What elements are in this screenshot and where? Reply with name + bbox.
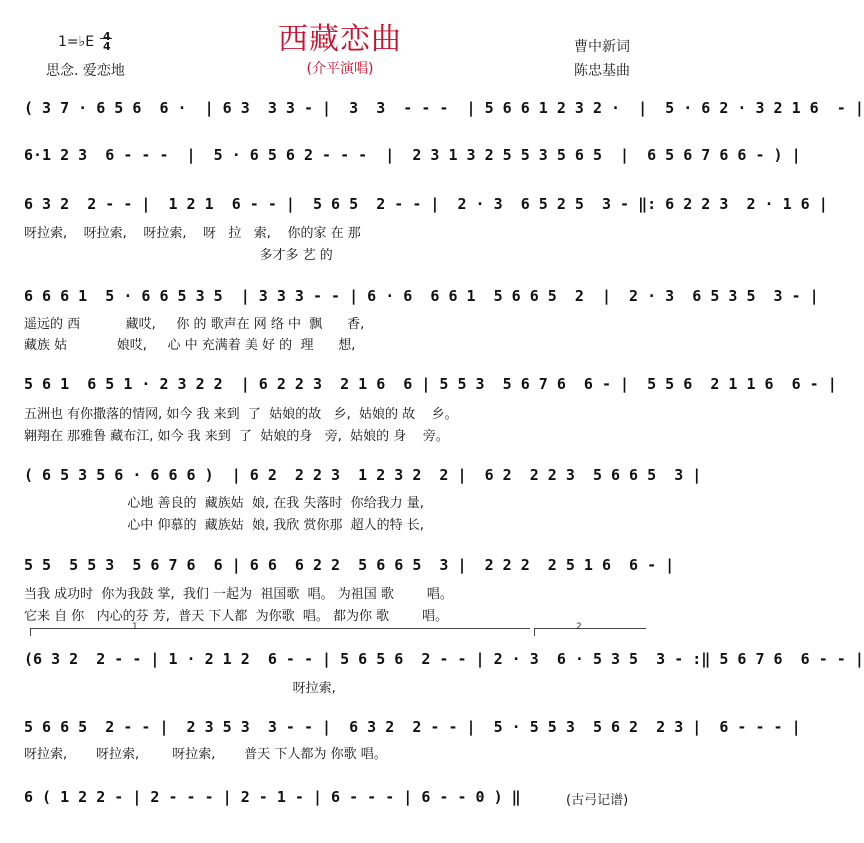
song-subtitle: (介平演唱) [306,61,374,77]
score-row-5: 5 6 1 6 5 1 · 2 3 2 2 | 6 2 2 3 2 1 6 6 | 5 5 3 5 6 7 6 6 - | 5 5 6 2 1 1 6 6 - | [24,375,837,393]
lyric-row-8-verse-1: 呀拉索, [24,681,336,696]
volta-1-number: 1 [132,622,138,632]
lyricist: 曹中新词 [574,39,630,55]
volta-2-start-tick [534,628,535,636]
volta-2-bracket [534,628,646,629]
score-row-8: (6 3 2 2 - - | 1 · 2 1 2 6 - - | 5 6 5 6 2 - - | 2 · 3 6 · 5 3 5 3 - :‖ 5 6 7 6 6 - - | [24,650,864,668]
lyric-row-6-verse-2: 心中 仰慕的 藏族姑 娘, 我欣 赏你那 超人的特 长, [24,518,424,533]
lyric-row-4-verse-2: 藏族 姑 娘哎, 心 中 充满着 美 好 的 理 想, [24,338,356,353]
lyric-row-7-verse-1: 当我 成功时 你为我鼓 掌, 我们 一起为 祖国歌 唱。 为祖国 歌 唱。 [24,587,453,602]
lyric-row-5-verse-1: 五洲也 有你撒落的情网, 如今 我 来到 了 姑娘的故 乡, 姑娘的 故 乡。 [24,407,458,422]
score-row-4: 6 6 6 1 5 · 6 6 5 3 5 | 3 3 3 - - | 6 · 6 6 6 1 5 6 6 5 2 | 2 · 3 6 5 3 5 3 - | [24,287,819,305]
score-row-1: ( 3 7 · 6 5 6 6 · | 6 3 3 3 - | 3 3 - - - | 5 6 6 1 2 3 2 · | 5 · 6 2 · 3 2 1 6 - | [24,99,864,117]
volta-1-start-tick [30,628,31,636]
volta-2-number: 2 [576,622,582,632]
key-signature: 1=♭E [58,34,95,50]
lyric-row-3-verse-2: 多才多 艺 的 [24,248,333,263]
lyric-row-6-verse-1: 心地 善良的 藏族姑 娘, 在我 失落时 你给我力 量, [24,496,424,511]
composer: 陈忠基曲 [574,63,630,79]
lyric-row-7-verse-2: 它来 自 你 内心的芬 芳, 普天 下人都 为你歌 唱。 都为你 歌 唱。 [24,609,449,624]
score-row-2: 6·1 2 3 6 - - - | 5 · 6 5 6 2 - - - | 2 3 1 3 2 5 5 3 5 6 5 | 6 5 6 7 6 6 - ) | [24,146,801,164]
score-row-7: 5 5 5 5 3 5 6 7 6 6 | 6 6 6 2 2 5 6 6 5 3 | 2 2 2 2 5 1 6 6 - | [24,556,675,574]
performance-mood: 思念. 爱恋地 [46,63,125,79]
lyric-row-3-verse-1: 呀拉索, 呀拉索, 呀拉索, 呀 拉 索, 你的家 在 那 [24,226,361,241]
score-row-10: 6 ( 1 2 2 - | 2 - - - | 2 - 1 - | 6 - - - | 6 - - 0 ) ‖ [24,788,521,806]
score-row-3: 6 3 2 2 - - | 1 2 1 6 - - | 5 6 5 2 - - | 2 · 3 6 5 2 5 3 - ‖: 6 2 2 3 2 · 1 6 | [24,195,828,213]
lyric-row-9-verse-1: 呀拉索, 呀拉索, 呀拉索, 普天 下人都为 你歌 唱。 [24,747,387,762]
time-signature-top: 4 [103,30,111,43]
score-row-9: 5 6 6 5 2 - - | 2 3 5 3 3 - - | 6 3 2 2 - - | 5 · 5 5 3 5 6 2 2 3 | 6 - - - | [24,718,801,736]
time-signature-bottom: 4 [103,40,111,53]
lyric-row-4-verse-1: 遥远的 西 藏哎, 你 的 歌声在 网 络 中 飘 香, [24,317,365,332]
transcriber-credit: (古弓记谱) [566,793,629,808]
song-title: 西藏恋曲 [278,22,402,57]
score-row-6: ( 6 5 3 5 6 · 6 6 6 ) | 6 2 2 2 3 1 2 3 2 2 | 6 2 2 2 3 5 6 6 5 3 | [24,466,702,484]
lyric-row-5-verse-2: 翱翔在 那雅鲁 藏布江, 如今 我 来到 了 姑娘的身 旁, 姑娘的 身 旁。 [24,429,449,444]
volta-1-bracket [30,628,530,629]
